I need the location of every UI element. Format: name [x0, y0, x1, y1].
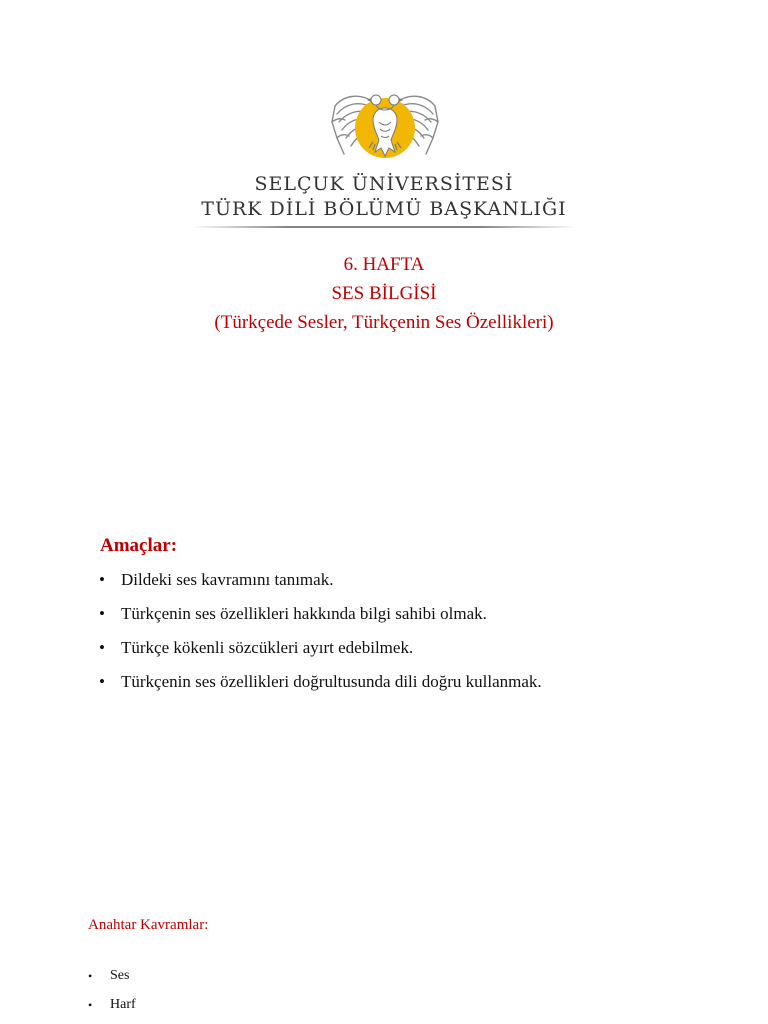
university-name: SELÇUK ÜNİVERSİTESİ: [254, 173, 514, 195]
list-item: [99, 600, 542, 634]
bullet-icon: •: [99, 570, 105, 589]
aim-text: Türkçenin ses özellikleri hakkında bilgi sahibi olmak.: [121, 604, 487, 623]
aims-list: [99, 566, 542, 702]
keyword-text: Harf: [110, 997, 136, 1012]
aim-text: Türkçe kökenli sözcükleri ayırt edebilmek.: [121, 638, 414, 657]
week-title: 6. HAFTA: [343, 254, 425, 275]
aims-heading: Amaçlar:: [100, 535, 178, 556]
subtopic-title: (Türkçede Sesler, Türkçenin Ses Özellikleri): [214, 312, 554, 333]
aim-text: Dildeki ses kavramını tanımak.: [121, 570, 334, 589]
keyword-text: Ses: [110, 968, 130, 983]
list-item: [99, 634, 542, 668]
topic-title: SES BİLGİSİ: [331, 283, 437, 304]
keywords-list: [88, 965, 136, 1023]
bullet-icon: •: [99, 604, 105, 623]
bullet-icon: •: [88, 969, 93, 983]
keywords-heading: Anahtar Kavramlar:: [88, 917, 209, 933]
bullet-icon: •: [88, 998, 93, 1012]
list-item: [88, 994, 136, 1023]
list-item: [99, 566, 542, 600]
header-divider: [192, 226, 576, 228]
list-item: [99, 668, 542, 702]
university-logo-icon: [329, 82, 441, 172]
department-name: TÜRK DİLİ BÖLÜMÜ BAŞKANLIĞI: [201, 198, 567, 220]
aim-text: Türkçenin ses özellikleri doğrultusunda dili doğru kullanmak.: [121, 672, 542, 691]
list-item: [88, 965, 136, 994]
bullet-icon: •: [99, 672, 105, 691]
bullet-icon: •: [99, 638, 105, 657]
